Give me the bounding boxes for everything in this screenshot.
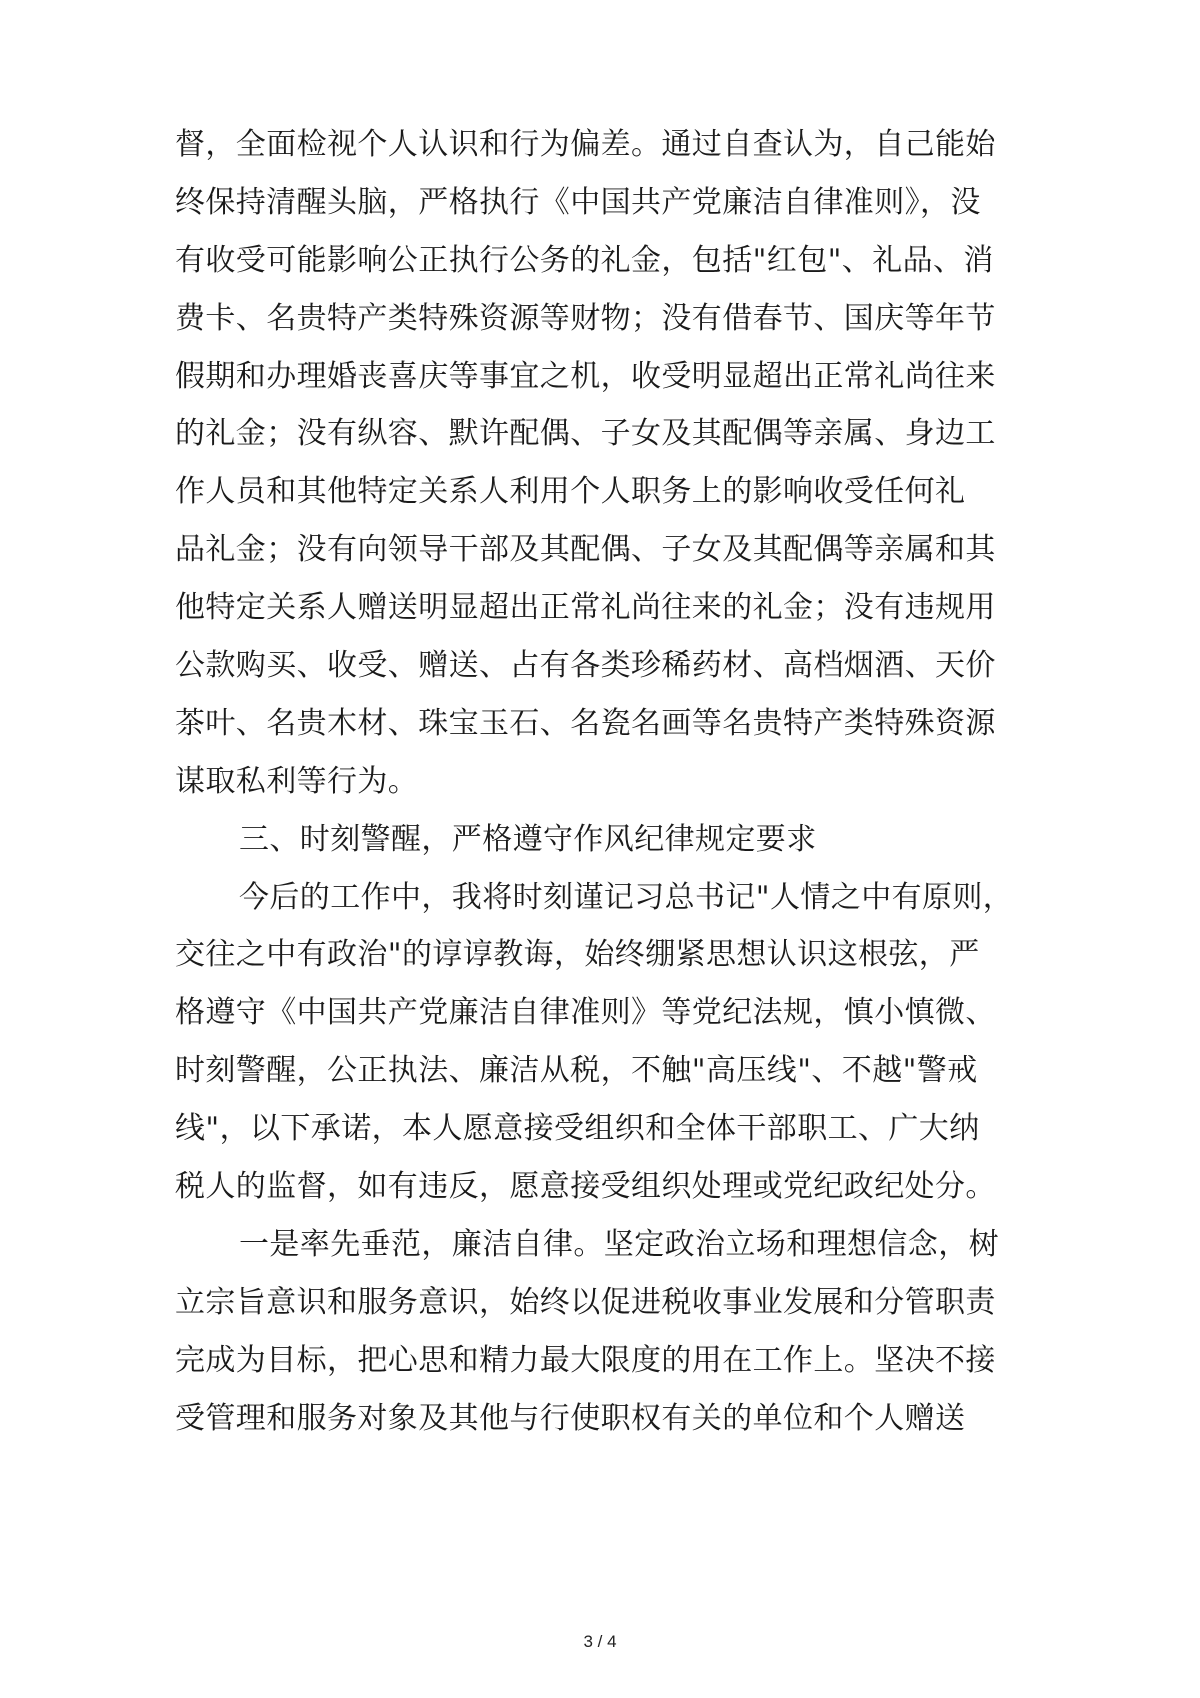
- text-line: 立宗旨意识和服务意识，始终以促进税收事业发展和分管职责: [175, 1284, 996, 1320]
- document-body: [175, 116, 1035, 1447]
- text-line: 有收受可能影响公正执行公务的礼金，包括"红包"、礼品、消: [175, 242, 994, 278]
- text-line: 作人员和其他特定关系人利用个人职务上的影响收受任何礼: [175, 474, 966, 510]
- text-line: 受管理和服务对象及其他与行使职权有关的单位和个人赠送: [175, 1400, 966, 1436]
- text-line: 格遵守《中国共产党廉洁自律准则》等党纪法规，慎小慎微、: [175, 995, 996, 1031]
- paragraph-start-line: 一是率先垂范，廉洁自律。坚定政治立场和理想信念，树: [239, 1226, 999, 1262]
- text-line: 线"，以下承诺，本人愿意接受组织和全体干部职工、广大纳: [175, 1111, 980, 1147]
- text-line: 费卡、名贵特产类特殊资源等财物；没有借春节、国庆等年节: [175, 300, 996, 336]
- text-line: 交往之中有政治"的谆谆教诲，始终绷紧思想认识这根弦，严: [175, 937, 980, 973]
- text-line: 谋取私利等行为。: [175, 763, 419, 799]
- text-line: 时刻警醒，公正执法、廉洁从税，不触"高压线"、不越"警戒: [175, 1053, 978, 1089]
- text-line: 的礼金；没有纵容、默许配偶、子女及其配偶等亲属、身边工: [175, 416, 996, 452]
- text-line: 公款购买、收受、赠送、占有各类珍稀药材、高档烟酒、天价: [175, 648, 996, 684]
- paragraph-start-line: 今后的工作中，我将时刻谨记习总书记"人情之中有原则，: [239, 879, 1014, 915]
- text-line: 茶叶、名贵木材、珠宝玉石、名瓷名画等名贵特产类特殊资源: [175, 705, 996, 741]
- section-heading: 三、时刻警醒，严格遵守作风纪律规定要求: [239, 821, 817, 857]
- text-line: 督，全面检视个人认识和行为偏差。通过自查认为，自己能始: [175, 127, 996, 162]
- text-line: 假期和办理婚丧喜庆等事宜之机，收受明显超出正常礼尚往来: [175, 358, 996, 394]
- text-line: 终保持清醒头脑，严格执行《中国共产党廉洁自律准则》，没: [175, 184, 981, 220]
- text-line: 品礼金；没有向领导干部及其配偶、子女及其配偶等亲属和其: [175, 532, 996, 568]
- text-line: 完成为目标，把心思和精力最大限度的用在工作上。坚决不接: [175, 1342, 996, 1378]
- text-line: 税人的监督，如有违反，愿意接受组织处理或党纪政纪处分。: [175, 1169, 996, 1205]
- page-number: 3 / 4: [583, 1632, 617, 1651]
- text-line: 他特定关系人赠送明显超出正常礼尚往来的礼金；没有违规用: [175, 590, 996, 626]
